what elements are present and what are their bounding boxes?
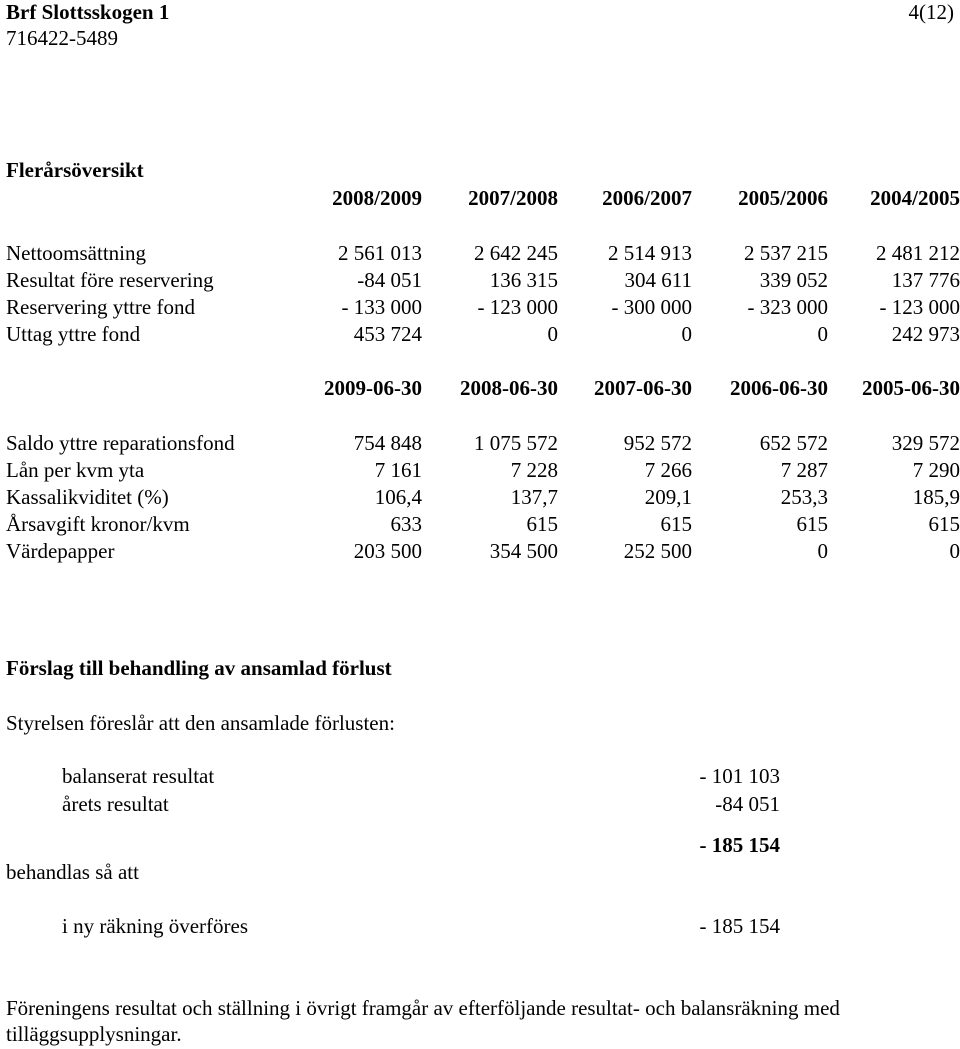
- cell-value: 952 572: [623, 431, 692, 455]
- date-header: 2009-06-30: [324, 376, 422, 400]
- cell-value: 0: [817, 539, 828, 563]
- cell-value: 754 848: [353, 431, 422, 455]
- cell-value: 137 776: [891, 268, 960, 292]
- date-header-row: [0, 378, 960, 405]
- balanserat-value: - 101 103: [699, 764, 780, 788]
- cell-value: - 123 000: [879, 295, 960, 319]
- cell-value: 652 572: [759, 431, 828, 455]
- period-header-row: [0, 188, 960, 215]
- proposal-intro: Styrelsen föreslår att den ansamlade förlusten:: [6, 711, 395, 735]
- cell-value: 185,9: [912, 485, 960, 509]
- cell-value: 203 500: [353, 539, 422, 563]
- arets-value: -84 051: [715, 792, 780, 816]
- cell-value: 354 500: [489, 539, 558, 563]
- footer-line-1: Föreningens resultat och ställning i övrigt framgår av efterföljande resultat- och balansräkning med: [6, 996, 840, 1020]
- cell-value: 2 561 013: [338, 241, 422, 265]
- balanserat-label: balanserat resultat: [62, 764, 215, 788]
- cell-value: 615: [660, 512, 692, 536]
- row-label: Värdepapper: [6, 539, 115, 563]
- cell-value: 2 514 913: [608, 241, 692, 265]
- cell-value: 209,1: [644, 485, 692, 509]
- cell-value: 0: [547, 322, 558, 346]
- row-label: Uttag yttre fond: [6, 322, 141, 346]
- cell-value: - 323 000: [747, 295, 828, 319]
- row-label: Saldo yttre reparationsfond: [6, 431, 235, 455]
- cell-value: 339 052: [759, 268, 828, 292]
- table-row: [0, 487, 960, 514]
- cell-value: 7 266: [644, 458, 692, 482]
- cell-value: 253,3: [780, 485, 828, 509]
- ny-rakning-value: - 185 154: [699, 914, 780, 938]
- cell-value: 633: [390, 512, 422, 536]
- table-row: [0, 514, 960, 541]
- cell-value: -84 051: [357, 268, 422, 292]
- cell-value: - 300 000: [611, 295, 692, 319]
- cell-value: 7 228: [510, 458, 558, 482]
- period-header: 2004/2005: [870, 186, 960, 210]
- row-label: Resultat före reservering: [6, 268, 214, 292]
- date-header: 2005-06-30: [862, 376, 960, 400]
- organization-number: 716422-5489: [6, 26, 118, 50]
- cell-value: 0: [817, 322, 828, 346]
- cell-value: 615: [526, 512, 558, 536]
- date-header: 2006-06-30: [730, 376, 828, 400]
- cell-value: 2 537 215: [744, 241, 828, 265]
- cell-value: 453 724: [353, 322, 422, 346]
- organization-name: Brf Slottsskogen 1: [6, 0, 170, 24]
- cell-value: 136 315: [489, 268, 558, 292]
- footer-line-2: tilläggsupplysningar.: [6, 1022, 182, 1046]
- row-label: Lån per kvm yta: [6, 458, 145, 482]
- row-label: Reservering yttre fond: [6, 295, 195, 319]
- cell-value: 2 642 245: [474, 241, 558, 265]
- date-header: 2007-06-30: [594, 376, 692, 400]
- cell-value: 304 611: [624, 268, 692, 292]
- arets-label: årets resultat: [62, 792, 169, 816]
- cell-value: 252 500: [623, 539, 692, 563]
- cell-value: 7 161: [374, 458, 422, 482]
- cell-value: 615: [928, 512, 960, 536]
- overview-title: Flerårsöversikt: [6, 158, 144, 182]
- cell-value: - 123 000: [477, 295, 558, 319]
- cell-value: 106,4: [374, 485, 422, 509]
- table-row: [0, 460, 960, 487]
- proposal-title: Förslag till behandling av ansamlad förlust: [6, 656, 392, 680]
- cell-value: 7 290: [912, 458, 960, 482]
- behandlas-label: behandlas så att: [6, 860, 139, 884]
- cell-value: 242 973: [891, 322, 960, 346]
- table-row: [0, 270, 960, 297]
- cell-value: 329 572: [891, 431, 960, 455]
- total-value: - 185 154: [699, 833, 780, 857]
- row-label: Årsavgift kronor/kvm: [6, 512, 190, 536]
- cell-value: 1 075 572: [474, 431, 558, 455]
- cell-value: 2 481 212: [876, 241, 960, 265]
- cell-value: 0: [681, 322, 692, 346]
- table-row: [0, 541, 960, 568]
- period-header: 2007/2008: [468, 186, 558, 210]
- table-row: [0, 324, 960, 351]
- table-row: [0, 243, 960, 270]
- table-row: [0, 297, 960, 324]
- row-label: Nettoomsättning: [6, 241, 146, 265]
- row-label: Kassalikviditet (%): [6, 485, 169, 509]
- cell-value: 137,7: [510, 485, 558, 509]
- cell-value: 615: [796, 512, 828, 536]
- cell-value: 0: [949, 539, 960, 563]
- period-header: 2008/2009: [332, 186, 422, 210]
- cell-value: 7 287: [780, 458, 828, 482]
- page-indicator: 4(12): [908, 0, 954, 24]
- ny-rakning-label: i ny räkning överföres: [62, 914, 249, 938]
- date-header: 2008-06-30: [460, 376, 558, 400]
- table-row: [0, 433, 960, 460]
- period-header: 2006/2007: [602, 186, 692, 210]
- period-header: 2005/2006: [738, 186, 828, 210]
- cell-value: - 133 000: [341, 295, 422, 319]
